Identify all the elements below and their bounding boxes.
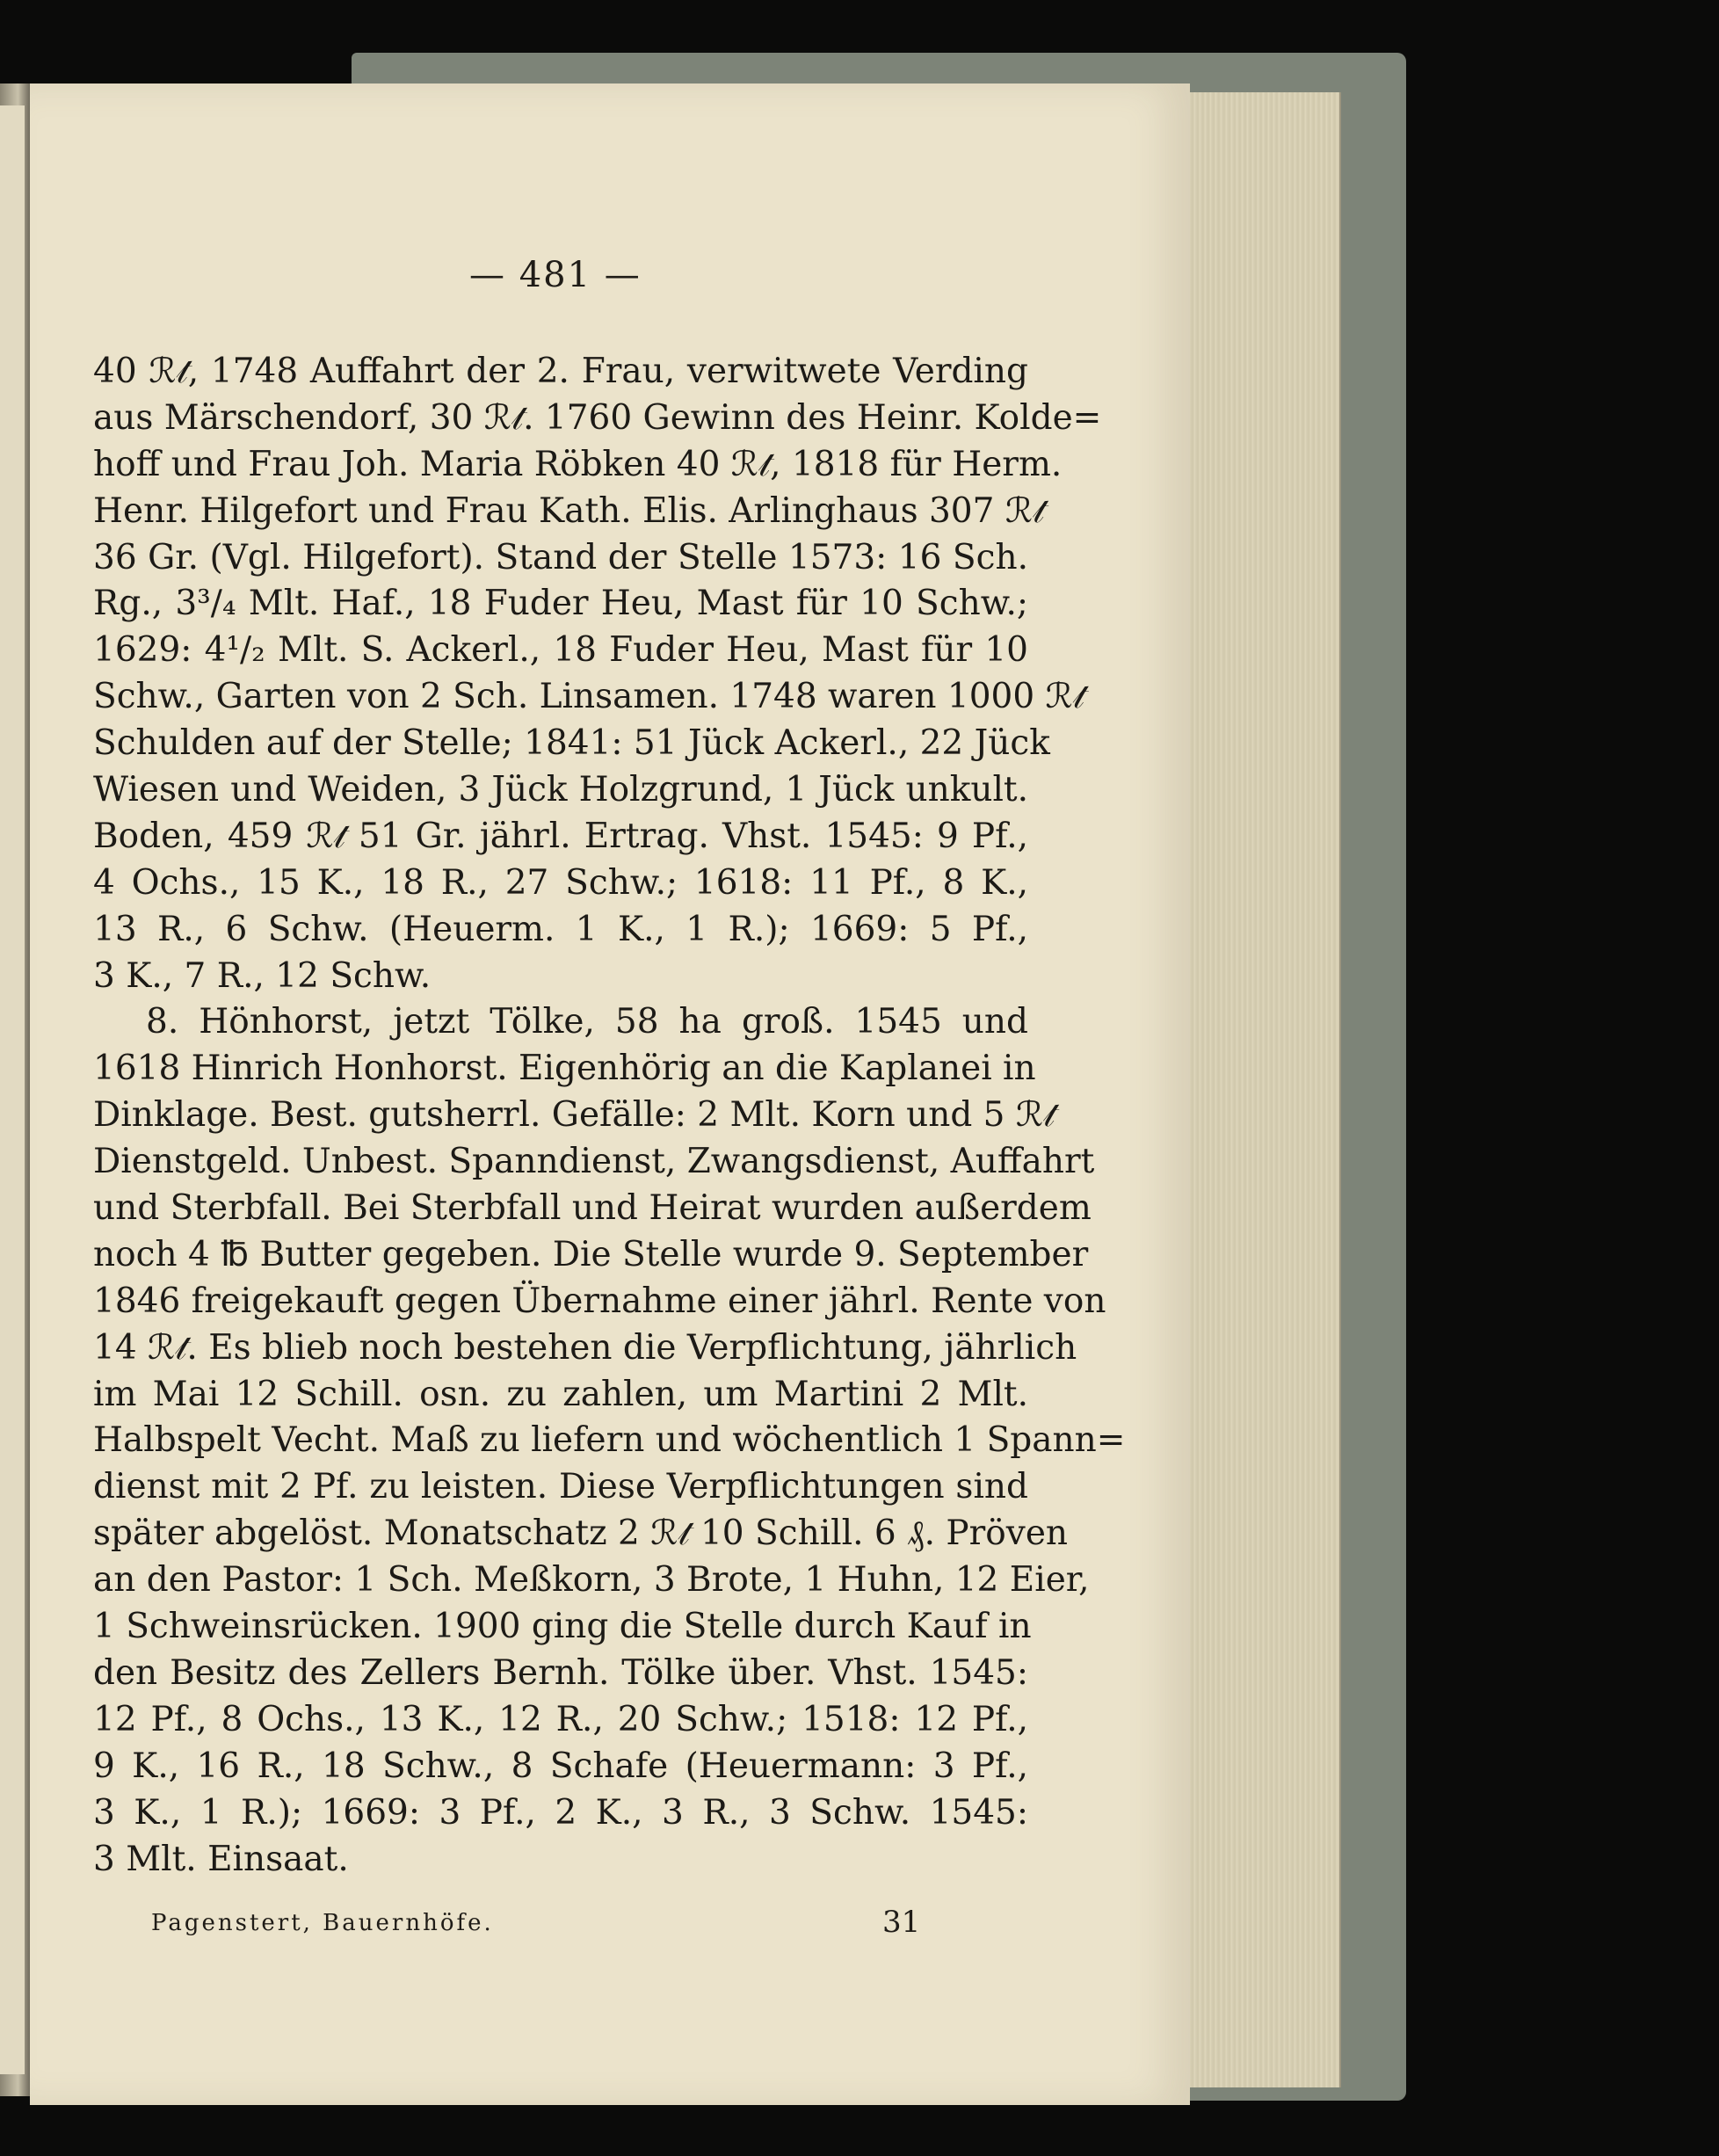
- text-line: Dinklage. Best. gutsherrl. Gefälle: 2 Mlt. Korn und 5 ℛ𝓉: [93, 1095, 1055, 1136]
- text-line: 3 K., 7 R., 12 Schw.: [93, 955, 432, 996]
- book-page: [30, 83, 1190, 2105]
- text-line: 3 Mlt. Einsaat.: [93, 1839, 349, 1879]
- text-line: 4 Ochs., 15 K., 18 R., 27 Schw.; 1618: 11 Pf., 8 K.,: [93, 862, 1028, 903]
- page-stack-edge: [1190, 92, 1341, 2087]
- text-line: 14 ℛ𝓉. Es blieb noch bestehen die Verpflichtung, jährlich: [93, 1327, 1077, 1368]
- text-line: 36 Gr. (Vgl. Hilgefort). Stand der Stelle 1573: 16 Sch.: [93, 537, 1028, 577]
- text-line: 13 R., 6 Schw. (Heuerm. 1 K., 1 R.); 1669: 5 Pf.,: [93, 909, 1028, 949]
- signature-mark: 31: [882, 1905, 921, 1940]
- text-line: im Mai 12 Schill. osn. zu zahlen, um Martini 2 Mlt.: [93, 1374, 1028, 1414]
- text-line: hoff und Frau Joh. Maria Röbken 40 ℛ𝓉, 1818 für Herm.: [93, 444, 1063, 484]
- text-line: 1 Schweinsrücken. 1900 ging die Stelle durch Kauf in: [93, 1607, 1032, 1647]
- text-line: 40 ℛ𝓉, 1748 Auffahrt der 2. Frau, verwitwete Verding: [93, 352, 1028, 391]
- text-line: Henr. Hilgefort und Frau Kath. Elis. Arlinghaus 307 ℛ𝓉: [93, 490, 1045, 531]
- text-line: aus Märschendorf, 30 ℛ𝓉. 1760 Gewinn des Heinr. Kolde=: [93, 397, 1102, 438]
- text-line: an den Pastor: 1 Sch. Meßkorn, 3 Brote, 1 Huhn, 12 Eier,: [93, 1560, 1090, 1601]
- text-line: 12 Pf., 8 Ochs., 13 K., 12 R., 20 Schw.; 1518: 12 Pf.,: [93, 1699, 1028, 1739]
- text-line: 1618 Hinrich Honhorst. Eigenhörig an die Kaplanei in: [93, 1049, 1036, 1089]
- adjacent-page: [0, 105, 25, 2074]
- text-line: 1846 freigekauft gegen Übernahme einer jährl. Rente von: [93, 1281, 1106, 1321]
- footer-author-title: Pagenstert, Bauernhöfe.: [151, 1910, 494, 1936]
- text-line: 1629: 4¹/₂ Mlt. S. Ackerl., 18 Fuder Heu, Mast für 10: [93, 630, 1028, 671]
- text-line: später abgelöst. Monatschatz 2 ℛ𝓉 10 Schill. 6 ₰. Pröven: [93, 1514, 1069, 1554]
- text-line: noch 4 ℔ Butter gegeben. Die Stelle wurde 9. September: [93, 1234, 1089, 1274]
- text-line: Wiesen und Weiden, 3 Jück Holzgrund, 1 Jück unkult.: [93, 770, 1028, 810]
- text-line: Schw., Garten von 2 Sch. Linsamen. 1748 waren 1000 ℛ𝓉: [93, 677, 1084, 717]
- text-line: Halbspelt Vecht. Maß zu liefern und wöchentlich 1 Spann=: [93, 1420, 1126, 1461]
- text-line: und Sterbfall. Bei Sterbfall und Heirat wurden außerdem: [93, 1188, 1092, 1229]
- text-line: 8. Hönhorst, jetzt Tölke, 58 ha groß. 1545 und: [146, 1002, 1028, 1042]
- text-line: 3 K., 1 R.); 1669: 3 Pf., 2 K., 3 R., 3 Schw. 1545:: [93, 1792, 1028, 1833]
- text-line: Schulden auf der Stelle; 1841: 51 Jück Ackerl., 22 Jück: [93, 723, 1050, 764]
- text-line: Dienstgeld. Unbest. Spanndienst, Zwangsdienst, Auffahrt: [93, 1142, 1095, 1182]
- text-line: Rg., 3³/₄ Mlt. Haf., 18 Fuder Heu, Mast für 10 Schw.;: [93, 584, 1028, 624]
- page-number: — 481 —: [469, 255, 642, 295]
- text-line: 9 K., 16 R., 18 Schw., 8 Schafe (Heuermann: 3 Pf.,: [93, 1746, 1028, 1786]
- text-line: den Besitz des Zellers Bernh. Tölke über. Vhst. 1545:: [93, 1652, 1028, 1693]
- text-line: dienst mit 2 Pf. zu leisten. Diese Verpflichtungen sind: [93, 1467, 1028, 1507]
- text-line: Boden, 459 ℛ𝓉 51 Gr. jährl. Ertrag. Vhst. 1545: 9 Pf.,: [93, 816, 1028, 856]
- page-body-text: [93, 349, 1126, 1883]
